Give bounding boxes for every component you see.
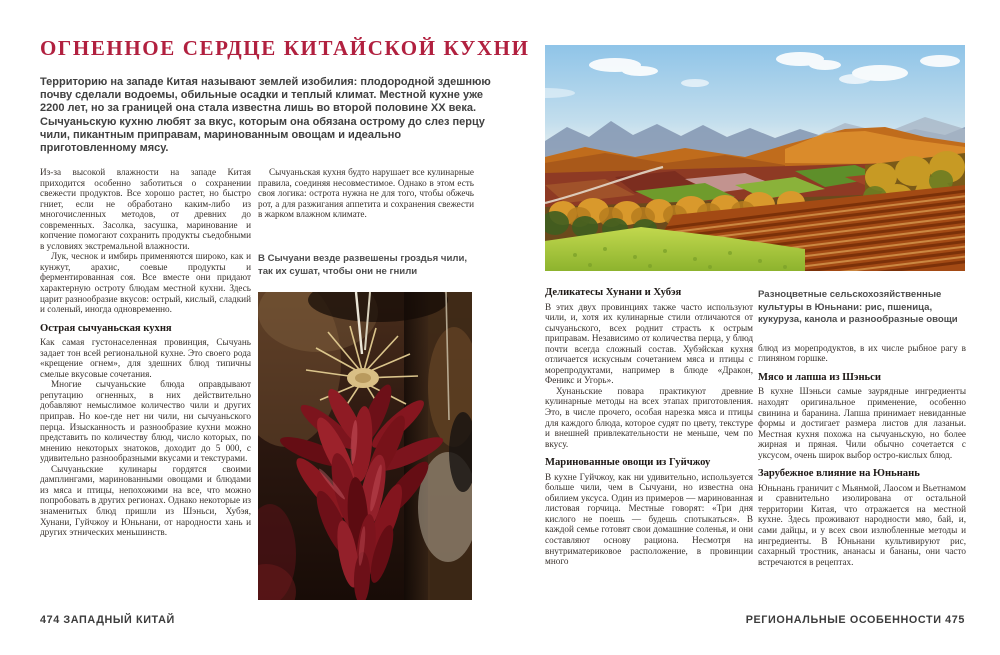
section-heading: Зарубежное влияние на Юньнань xyxy=(758,468,920,480)
section-heading: Мясо и лапша из Шэньси xyxy=(758,371,881,383)
right-column-1 xyxy=(545,288,753,567)
right-column-2 xyxy=(758,289,966,567)
body-paragraph: В этих двух провинциях также часто используют чили, и, хотя их кулинарные стили отличаются от сычуаньского, всех роднит страсть к острым приправам. Независимо от количества перца, у блюд почти всегда сложный состав. Хубэйская кухня отличается искусным сочетанием мяса и птицы с морепродуктами, например в блюде «Дракон, Феникс и Угорь». xyxy=(545,301,753,386)
section-heading: Острая сычуаньская кухня xyxy=(40,322,172,334)
body-paragraph: Из-за высокой влажности на западе Китая приходится особенно заботиться о сохранении свежести продуктов. Все хорошо растет, но быстро гниет, если не обработано каким-либо из многочисленных методов, от древних до современных. Засолка, засушка, маринование и копчение помогают сохранить продукты съедобными в условиях экстремальной влажности. xyxy=(40,167,251,251)
page-title: ОГНЕННОЕ СЕРДЦЕ КИТАЙСКОЙ КУХНИ xyxy=(40,36,530,60)
chili-photo-caption: В Сычуани везде развешены гроздья чили, так их сушат, чтобы они не гнили xyxy=(258,253,468,277)
chili-photo-image xyxy=(258,292,472,600)
body-paragraph: В кухне Шэньси самые заурядные ингредиенты находят оригинальное применение, особенно свинина и баранина. Лапша принимает невиданные формы и достигает размера листов для лазаньи. Местная кухня похожа на сычуаньскую, но более жирная и пряная. Чили обычно сочетается с уксусом, очень широк выбор остро-кислых блюд. xyxy=(758,386,966,460)
left-column-1 xyxy=(40,167,251,538)
yunnan-fields-photo xyxy=(545,45,965,271)
body-paragraph: Лук, чеснок и имбирь применяются широко, как и кунжут, арахис, соевые продукты и ферментированная соя. Все вместе они придают характерную остроту блюдам местной кухни. Здесь царит разнообразие вкусов: острый, кислый, сладкий и соленый, иногда одновременно. xyxy=(40,251,251,315)
left-page-footer: 474 ЗАПАДНЫЙ КИТАЙ xyxy=(40,614,175,626)
body-paragraph: Многие сычуаньские блюда оправдывают репутацию огненных, в них действительно добавляют немыслимое количество чили и других приправ. Но кое-где нет ни чили, ни сычуаньского перца. Изысканность и разнообразие кухни можно представить по количеству блюд, число которых, по мнению некоторых знатоков, доходит до 5 000, с удивительно разнообразными вкусами и текстурами. xyxy=(40,379,251,464)
section-heading: Маринованные овощи из Гуйчжоу xyxy=(545,457,711,469)
left-column-2 xyxy=(258,167,474,220)
body-paragraph: Как самая густонаселенная провинция, Сычуань задает тон всей региональной кухне. Это своего рода «крещение огнем», для здешних блюд типичны смелые вкусовые сочетания. xyxy=(40,337,251,379)
body-paragraph: Хунаньские повара практикуют древние кулинарные методы на всех этапах приготовления. Это, в числе прочего, особая нарезка мяса и птицы для каждого блюда, которое судят по цвету, текстуре и внешней привлекательности не меньше, чем по вкусу. xyxy=(545,385,753,449)
yunnan-fields-photo-image xyxy=(545,45,965,271)
intro-paragraph: Территорию на западе Китая называют землей изобилия: плодородной здешнюю почву сделали водоемы, обильные осадки и теплый климат. Местной кухне уже 2200 лет, но за границей она стала известна лишь во второй половине XX века. Сычуаньскую кухню любят за вкус, которым она обязана острому до слез перцу чили, пикантным приправам, маринованным овощам и идеально приготовленному мясу. xyxy=(40,76,491,155)
right-page-footer: РЕГИОНАЛЬНЫЕ ОСОБЕННОСТИ 475 xyxy=(745,614,965,626)
body-paragraph: блюд из морепродуктов, в их числе рыбное рагу в глиняном горшке. xyxy=(758,342,966,364)
body-paragraph: Сычуаньская кухня будто нарушает все кулинарные правила, соединяя несовместимое. Однако в этом есть своя логика: острота нужна не для того, чтобы обжечь рот, а для разжигания аппетита и сохранения свежести в жарком влажном климате. xyxy=(258,167,474,220)
body-paragraph: Юньнань граничит с Мьянмой, Лаосом и Вьетнамом и сравнительно изолирована от остальной территории Китая, что отражается на местной кухне. Здесь проживают народности мяо, бай, и, сами дайцы, и у всех свои излюбленные методы и ингредиенты. В Юньнани культивируют рис, сахарный тростник, ананасы и бананы, они часто встречаются в рецептах. xyxy=(758,482,966,567)
body-paragraph: Сычуаньские кулинары гордятся своими дамплингами, маринованными овощами и блюдами из мяса и птицы, непохожими на все, что можно попробовать в других регионах. Однако некоторые из знаменитых блюд пришли из Шэньси, Хубэя, Хунани, Гуйчжоу и Юньнани, от народности хань и других этнических меньшинств. xyxy=(40,463,251,538)
section-heading: Деликатесы Хунани и Хубэя xyxy=(545,287,682,298)
chili-photo xyxy=(258,292,472,600)
yunnan-photo-caption: Разноцветные сельскохозяйственные культуры в Юньнани: рис, пшеница, кукуруза, канола и разнообразные овощи xyxy=(758,289,958,326)
body-paragraph: В кухне Гуйчжоу, как ни удивительно, используется больше чили, чем в Сычуани, но известна она обилием уксуса. Один из примеров — маринованная листовая горчица. Местные говорят: «Три дня кислого не поешь — будешь спотыкаться». В каждой семье готовят свои домашние соленья, и они составляют основу рациона. Несмотря на внутриматериковое расположение, в провинции много xyxy=(545,471,753,567)
